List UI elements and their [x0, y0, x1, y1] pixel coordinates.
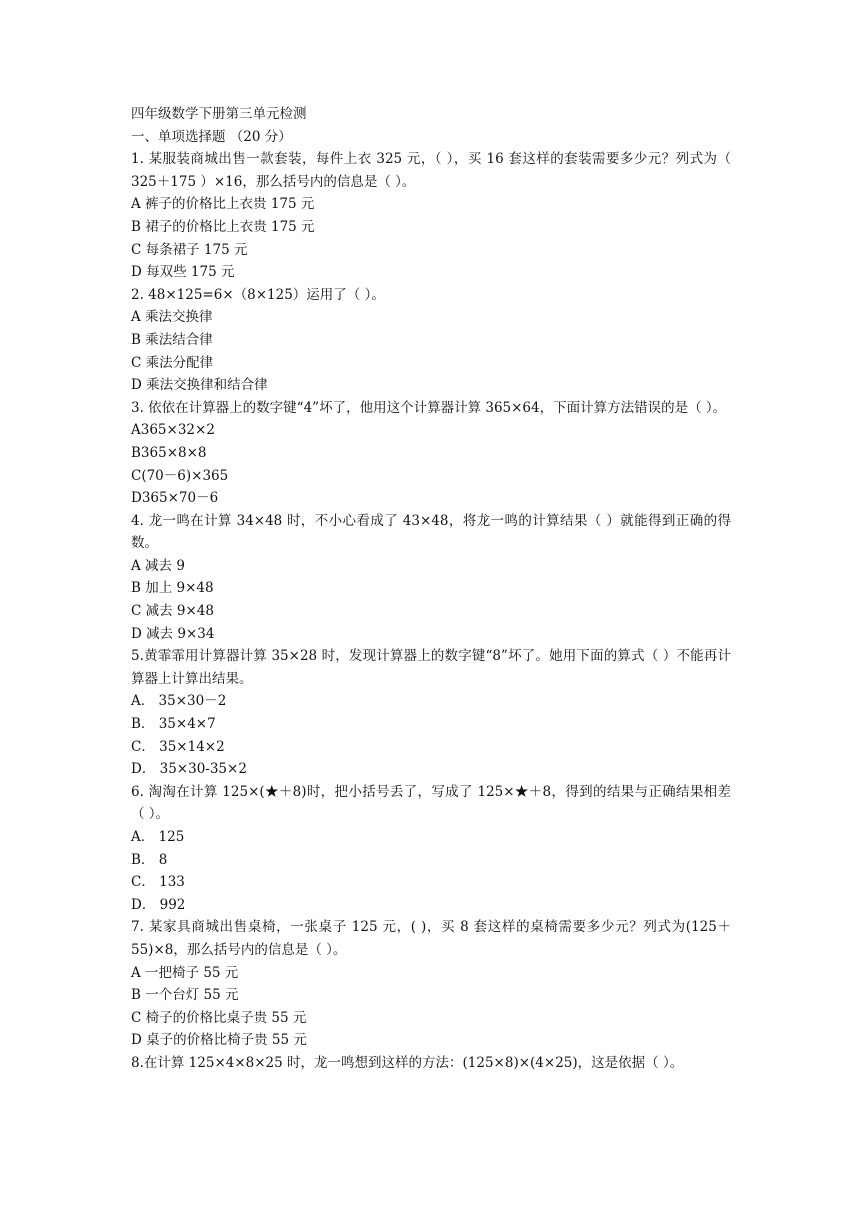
- question-stem: 1. 某服装商城出售一款套装，每件上衣 325 元，（ ），买 16 套这样的套装需要多少元？列式为（ 325＋175 ）×16，那么括号内的信息是（ ）。: [131, 151, 731, 190]
- option-c: C． 133: [131, 874, 185, 891]
- option-d: D 乘法交换律和结合律: [131, 377, 268, 394]
- question-stem: 5.黄霏霏用计算器计算 35×28 时，发现计算器上的数字键“8”坏了。她用下面的算式（ ）不能再计算器上计算出结果。: [131, 648, 731, 687]
- question-1: [131, 148, 731, 284]
- question-stem: 4. 龙一鸣在计算 34×48 时，不小心看成了 43×48，将龙一鸣的计算结果（ ）就能得到正确的得数。: [131, 512, 731, 552]
- question-5: [131, 645, 731, 781]
- option-c: C 乘法分配律: [131, 354, 214, 371]
- question-4: [131, 510, 731, 646]
- option-c: C 椅子的价格比桌子贵 55 元: [131, 1009, 307, 1026]
- question-stem: 6. 淘淘在计算 125×(★＋8)时，把小括号丢了，写成了 125×★＋8，得到的结果与正确结果相差（ ）。: [131, 783, 731, 823]
- option-a: A 一把椅子 55 元: [131, 964, 239, 981]
- section-heading: 一、单项选择题 （20 分）: [131, 128, 292, 145]
- question-6: [131, 781, 731, 917]
- option-d: D 每双些 175 元: [131, 264, 235, 281]
- question-8: [131, 1052, 731, 1075]
- question-stem: 8.在计算 125×4×8×25 时，龙一鸣想到这样的方法：(125×8)×(4×25)，这是依据（ ）。: [131, 1054, 684, 1071]
- question-stem: 7. 某家具商城出售桌椅，一张桌子 125 元，( )，买 8 套这样的桌椅需要多少元？列式为(125＋55)×8，那么括号内的信息是（ ）。: [131, 919, 731, 958]
- option-d: D． 35×30-35×2: [131, 761, 247, 778]
- question-2: [131, 284, 731, 397]
- option-b: B． 35×4×7: [131, 716, 216, 733]
- option-b: B 乘法结合律: [131, 331, 213, 348]
- question-stem: 2. 48×125=6×（8×125）运用了（ ）。: [131, 286, 385, 303]
- document-title: 四年级数学下册第三单元检测: [131, 106, 307, 122]
- option-a: A 裤子的价格比上衣贵 175 元: [131, 196, 315, 213]
- option-b: B 裙子的价格比上衣贵 175 元: [131, 218, 315, 235]
- question-3: [131, 397, 731, 510]
- question-stem: 3. 依依在计算器上的数字键“4”坏了，他用这个计算器计算 365×64，下面计算方法错误的是（ ）。: [131, 399, 727, 416]
- option-a: A 乘法交换律: [131, 309, 213, 326]
- option-c: C 每条裙子 175 元: [131, 241, 248, 258]
- option-c: C(70－6)×365: [131, 467, 229, 484]
- option-d: D365×70－6: [131, 490, 219, 507]
- question-7: [131, 916, 731, 1052]
- option-c: C． 35×14×2: [131, 738, 225, 755]
- option-d: D 桌子的价格比椅子贵 55 元: [131, 1032, 307, 1049]
- option-b: B365×8×8: [131, 444, 207, 461]
- option-b: B． 8: [131, 851, 168, 868]
- option-c: C 减去 9×48: [131, 603, 214, 620]
- document-body: [131, 103, 731, 1075]
- option-b: B 一个台灯 55 元: [131, 987, 239, 1004]
- option-a: A． 35×30－2: [131, 693, 227, 710]
- option-b: B 加上 9×48: [131, 580, 214, 597]
- option-d: D 减去 9×34: [131, 625, 215, 642]
- option-a: A365×32×2: [131, 422, 215, 439]
- option-d: D． 992: [131, 896, 186, 913]
- option-a: A 减去 9: [131, 557, 185, 574]
- option-a: A． 125: [131, 829, 185, 845]
